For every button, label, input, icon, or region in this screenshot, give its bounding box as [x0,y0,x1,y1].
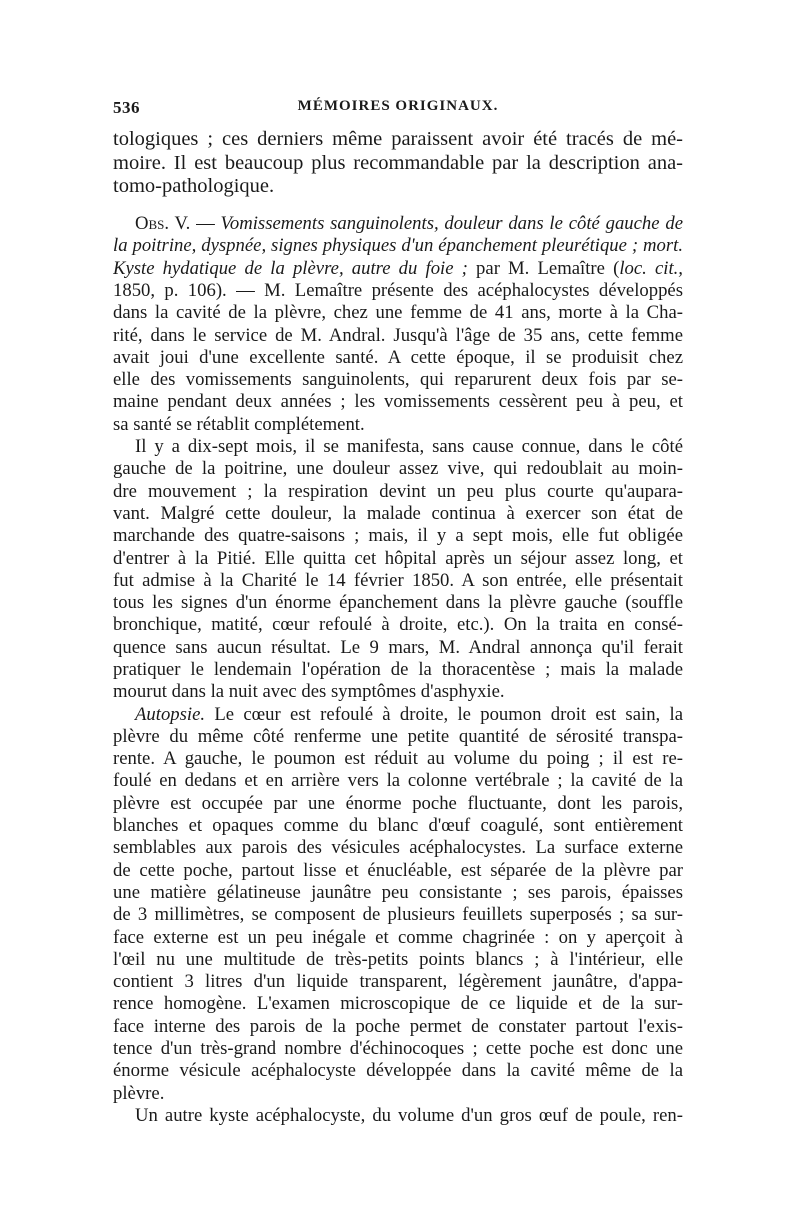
paragraph-gap [113,199,683,213]
text-line: pratiquer le lendemain l'opération de la thoracentèse ; mais la malade [113,659,683,680]
text-line: tous les signes d'un énorme épanchement dans la plèvre gauche (souffle [113,592,683,614]
text-line: tence d'un très-grand nombre d'échinocoques ; cette poche est donc une [113,1038,683,1060]
observation-heading [113,213,683,235]
page-number: 536 [113,98,140,117]
text-line: maine pendant deux années ; les vomissements cessèrent peu à peu, et [113,391,683,413]
text-line: énorme vésicule acéphalocyste développée dans la cavité même de la [113,1060,683,1082]
observation-title-cont: la poitrine, dyspnée, signes physiques d'un épanchement pleurétique ; mort. [113,235,683,257]
text-line [113,258,683,280]
text-line: Il y a dix-sept mois, il se manifesta, sans cause connue, dans le côté [135,436,683,458]
running-title: MÉMOIRES ORIGINAUX. [297,98,499,114]
text-line: face externe est un peu inégale et comme chagrinée : on y aperçoit à [113,926,683,948]
text-line: bronchique, matité, cœur refoulé à droite, etc.). On la traita en consé- [113,614,683,636]
text-line: 1850, p. 106). — M. Lemaître présente des acéphalocystes développés [113,279,683,301]
text-line: gauche de la poitrine, une douleur assez vive, qui redoublait au moin- [113,458,683,480]
text-line [113,235,683,257]
text-line: avait joui d'une excellente santé. A cette époque, il se produisit chez [113,346,683,368]
text-line: marchande des quatre-saisons ; mais, il y a sept mois, elle fut obligée [113,525,683,547]
text-line: de cette poche, partout lisse et énucléable, est séparée de la plèvre par [113,859,683,881]
observation-dash: — [190,213,221,235]
observation-label: Obs. V. [135,213,191,235]
text-line: moire. Il est beaucoup plus recommandable par la description ana- [113,151,683,174]
text-line: rente. A gauche, le poumon est réduit au volume du poing ; il est re- [113,748,683,770]
observation-author: par M. Lemaître ( [467,257,620,279]
observation-reference: loc. cit., [619,257,683,279]
page-body [113,128,683,1127]
autopsy-text: Le cœur est refoulé à droite, le poumon droit est sain, la [205,703,683,725]
text-line: de 3 millimètres, se composent de plusieurs feuillets superposés ; sa sur- [113,904,683,926]
text-line: blanches et opaques comme du blanc d'œuf coagulé, sont entièrement [113,815,683,837]
text-line: plèvre du même côté renferme une petite quantité de sérosité transpa- [113,725,683,747]
page-header [113,98,683,122]
text-line: elle des vomissements sanguinolents, qui reparurent deux fois par se- [113,369,683,391]
text-line: sa santé se rétablit complétement. [113,413,365,435]
text-line: dans la cavité de la plèvre, chez une femme de 41 ans, morte à la Cha- [113,302,683,324]
autopsy-label: Autopsie. [135,703,206,725]
text-line: plèvre est occupée par une énorme poche fluctuante, dont les parois, [113,792,683,814]
observation-title: Vomissements sanguinolents, douleur dans le côté gauche de [220,213,683,235]
text-line: d'entrer à la Pitié. Elle quitta cet hôpital après un séjour assez long, et [113,547,683,569]
text-line: quence sans aucun résultat. Le 9 mars, M. Andral annonça qu'il ferait [113,636,683,658]
text-line: plèvre. [113,1082,165,1104]
text-line: rité, dans le service de M. Andral. Jusqu'à l'âge de 35 ans, cette femme [113,324,683,346]
text-line: vant. Malgré cette douleur, la malade continua à exercer son état de [113,502,683,524]
text-line: foulé en dedans et en arrière vers la colonne vertébrale ; la cavité de la [113,770,683,792]
observation-diagnosis: Kyste hydatique de la plèvre, autre du foie ; [113,257,468,279]
text-line: dre mouvement ; la respiration devint un peu plus courte qu'aupara- [113,480,683,502]
text-line: l'œil nu une multitude de très-petits points blancs ; à l'intérieur, elle [113,948,683,970]
text-line: rence homogène. L'examen microscopique de ce liquide et de la sur- [113,993,683,1015]
text-line: Un autre kyste acéphalocyste, du volume d'un gros œuf de poule, ren- [135,1104,683,1126]
text-line: tologiques ; ces derniers même paraissent avoir été tracés de mé- [113,128,683,150]
text-line: une matière gélatineuse jaunâtre peu consistante ; ses parois, épaisses [113,881,683,903]
text-line: tomo-pathologique. [113,175,275,198]
text-line: face interne des parois de la poche permet de constater partout l'exis- [113,1015,683,1037]
text-line: fut admise à la Charité le 14 février 1850. A son entrée, elle présentait [113,569,683,591]
text-line: mourut dans la nuit avec des symptômes d'asphyxie. [113,681,505,703]
autopsy-heading-line [113,704,683,726]
text-line: semblables aux parois des vésicules acéphalocystes. La surface externe [113,837,683,859]
text-line: contient 3 litres d'un liquide transparent, légèrement jaunâtre, d'appa- [113,971,683,993]
